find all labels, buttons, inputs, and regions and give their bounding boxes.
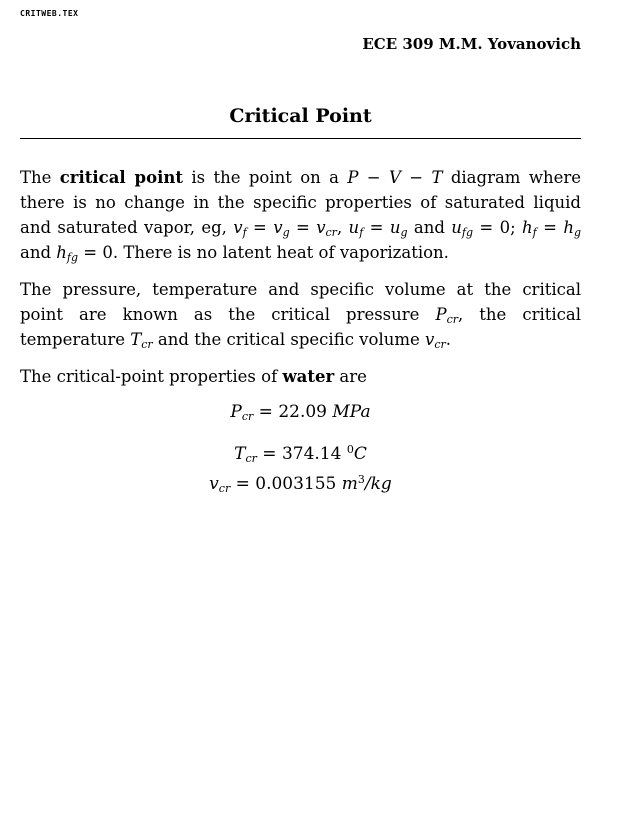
paragraph-critical-properties: The pressure, temperature and specific volume at the critical point are known as the critical pressure $P_{cr}$, the critical temperature $T_{cr}$ and the critical specific volume $v_{cr}$. (20, 280, 581, 351)
page (20, 8, 581, 497)
equation-critical-temperature: $T_{cr} = 374.14$ $^0$C (234, 443, 367, 465)
paragraph-definition: The critical point is the point on a P − V − T diagram where there is no change in the specific properties of saturated liquid and saturated vapor, eg, $v_f = v_g = v_{cr}$, $u_f = u_g$ and $u_{fg} = 0$; $h_f = h_g$ and $h_{fg} = 0$. There is no latent heat of vaporization. (20, 168, 581, 264)
equation-block (20, 399, 581, 497)
title-rule (20, 138, 581, 139)
equation-critical-volume: $v_{cr} = 0.003155$ $m^3/kg$ (209, 473, 392, 495)
page-title: Critical Point (229, 105, 372, 127)
equation-critical-pressure: $P_{cr} = 22.09$ MPa (230, 402, 371, 423)
course-header: ECE 309 M.M. Yovanovich (362, 35, 581, 53)
bold-term-critical-point: critical point (59, 168, 183, 187)
math-pvt: P − V − T (347, 168, 443, 187)
file-tag: CRITWEB.TEX (20, 9, 79, 18)
paragraph-water-intro: The critical-point properties of water are (20, 367, 367, 386)
bold-term-water: water (282, 367, 335, 386)
